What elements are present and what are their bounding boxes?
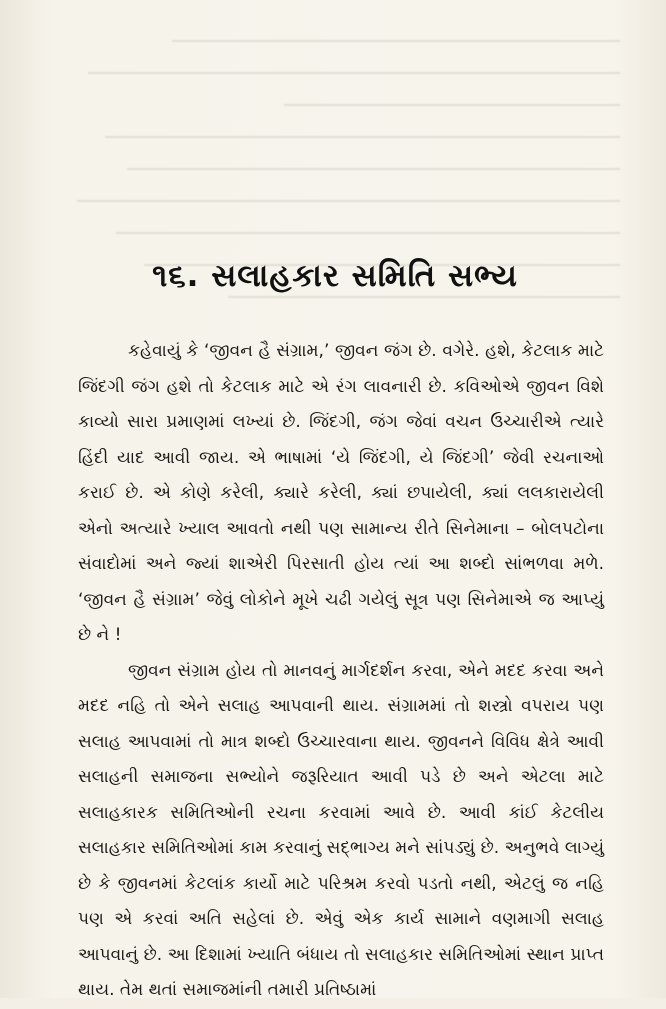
body-text [78,334,604,1009]
chapter-title: ૧૬. સલાહકાર સમિતિ સભ્ય [152,258,518,294]
paragraph-1: કહેવાયું કે ‘જીવન હૈ સંગ્રામ,’ જીવન જંગ છે. વગેરે. હશે, કેટલાક માટે જિંદગી જંગ હશે તો કેટલાક માટે એ રંગ લાવનારી છે. કવિઓએ જીવન વિશે કાવ્યો સારા પ્રમાણમાં લખ્યાં છે. જિંદગી, જંગ જેવાં વચન ઉચ્ચારીએ ત્યારે હિંદી યાદ આવી જાય. એ ભાષામાં ‘યે જિંદગી, યે જિંદગી’ જેવી રચનાઓ કરાઈ છે. એ કોણે કરેલી, ક્યારે કરેલી, ક્યાં છપાયેલી, ક્યાં લલકારાયેલી એનો અત્યારે ખ્યાલ આવતો નથી પણ સામાન્ય રીતે સિનેમાના – બોલપટોના સંવાદોમાં અને જ્યાં શાએરી પિરસાતી હોય ત્યાં આ શબ્દો સાંભળવા મળે. ‘જીવન હૈ સંગ્રામ’ જેવું લોકોને મૂખે ચઢી ગયેલું સૂત્ર પણ સિનેમાએ જ આપ્યું છે ને ! [78,341,604,645]
paragraph-2: જીવન સંગ્રામ હોય તો માનવનું માર્ગદર્શન કરવા, એને મદદ કરવા અને મદદ નહિ તો એને સલાહ આપવાની થાય. સંગ્રામમાં તો શસ્ત્રો વપરાય પણ સલાહ આપવામાં તો માત્ર શબ્દો ઉચ્ચારવાના થાય. જીવનને વિવિધ ક્ષેત્રે આવી સલાહની સમાજના સભ્યોને જરૂરિયાત આવી પડે છે અને એટલા માટે સલાહકારક સમિતિઓની રચના કરવામાં આવે છે. આવી કાંઈ કેટલીય સલાહકાર સમિતિઓમાં કામ કરવાનું સદ્‌ભાગ્ય મને સાંપડ્યું છે. અનુભવે લાગ્યું છે કે જીવનમાં કેટલાંક કાર્યો માટે પરિશ્રમ કરવો પડતો નથી, એટલું જ નહિ પણ એ કરવાં અતિ સહેલાં છે. એવું એક કાર્ય સામાને વણમાગી સલાહ આપવાનું છે. આ દિશામાં ખ્યાતિ બંધાય તો સલાહકાર સમિતિઓમાં સ્થાન પ્રાપ્ત થાય. તેમ થતાં સમાજમાંની તમારી પ્રતિષ્ઠામાં [78,660,604,1000]
